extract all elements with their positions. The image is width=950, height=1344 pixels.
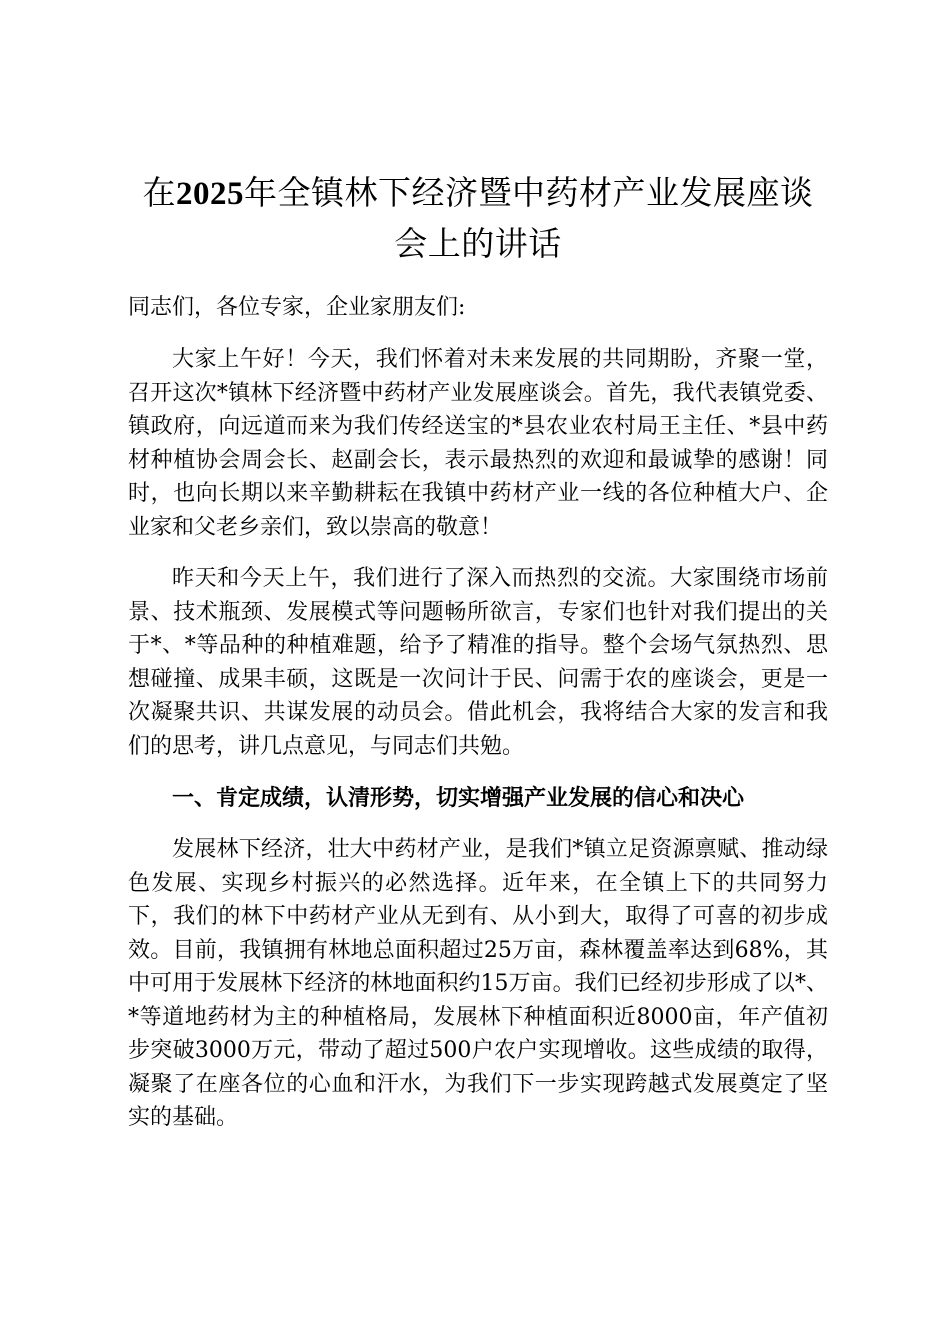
- paragraph-opening: 大家上午好！今天，我们怀着对未来发展的共同期盼，齐聚一堂，召开这次*镇林下经济暨中药材产业发展座谈会。首先，我代表镇党委、镇政府，向远道而来为我们传经送宝的*县农业农村局王主任、*县中药材种植协会周会长、赵副会长，表示最热烈的欢迎和最诚挚的感谢！同时，也向长期以来辛勤耕耘在我镇中药材产业一线的各位种植大户、企业家和父老乡亲们，致以崇高的敬意！: [128, 347, 828, 540]
- document-title: [128, 168, 828, 269]
- title-rest: 年全镇林下经济暨中药材产业发展座谈会上的讲话: [244, 173, 814, 263]
- section-heading-1: 一、肯定成绩，认清形势，切实增强产业发展的信心和决心: [172, 785, 745, 811]
- paragraph-achievements: 发展林下经济，壮大中药材产业，是我们*镇立足资源禀赋、推动绿色发展、实现乡村振兴的必然选择。近年来，在全镇上下的共同努力下，我们的林下中药材产业从无到有、从小到大，取得了可喜的初步成效。目前，我镇拥有林地总面积超过25万亩，森林覆盖率达到68%，其中可用于发展林下经济的林地面积约15万亩。我们已经初步形成了以*、*等道地药材为主的种植格局，发展林下种植面积近8000亩，年产值初步突破3000万元，带动了超过500户农户实现增收。这些成绩的取得，凝聚了在座各位的心血和汗水，为我们下一步实现跨越式发展奠定了坚实的基础。: [128, 837, 828, 1130]
- paragraph-exchange: 昨天和今天上午，我们进行了深入而热烈的交流。大家围绕市场前景、技术瓶颈、发展模式等问题畅所欲言，专家们也针对我们提出的关于*、*等品种的种植难题，给予了精准的指导。整个会场气氛热烈、思想碰撞、成果丰硕，这既是一次问计于民、问需于农的座谈会，更是一次凝聚共识、共谋发展的动员会。借此机会，我将结合大家的发言和我们的思考，讲几点意见，与同志们共勉。: [128, 566, 828, 759]
- document-page: [128, 168, 828, 1153]
- title-year: 2025: [176, 176, 244, 212]
- title-prefix: 在: [142, 173, 176, 212]
- greeting-line: 同志们，各位专家，企业家朋友们:: [128, 295, 466, 320]
